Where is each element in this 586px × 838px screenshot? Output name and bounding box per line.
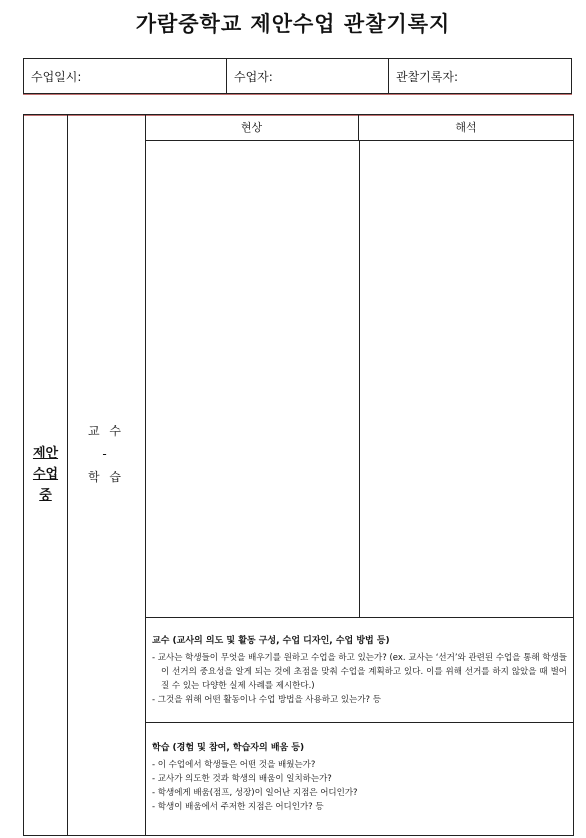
learning-item: - 학생에게 배움(점프, 성장)이 일어난 지점은 어디인가? — [152, 788, 358, 798]
teaching-item: - 교사는 학생들이 무엇을 배우기를 원하고 수업을 하고 있는가? (ex. 교사는 ‘선거’와 관련된 수업을 통해 학생들이 선거의 중요성을 알게 되는 것에 초점을 맞춰 수업을 계획하고 있다. 이를 위해 선거를 하지 않았을 때 벌어질 수 있는 다양한 실제 사례를 제시한다.) — [152, 653, 567, 691]
teaching-item: - 그것을 위해 어떤 활동이나 수업 방법을 사용하고 있는가? 등 — [152, 695, 381, 705]
divider — [23, 94, 572, 95]
row-label-line: 수업 — [32, 467, 59, 482]
section-label-line: 교 수 — [88, 424, 124, 438]
header-phenomenon: 현상 — [145, 115, 359, 141]
learning-guide — [145, 722, 573, 835]
header-interpretation: 해석 — [359, 115, 573, 141]
section-label-line: 학 습 — [88, 470, 124, 484]
teaching-guide — [145, 617, 573, 722]
observation-table — [23, 114, 574, 836]
teacher-field[interactable]: 수업자: — [227, 59, 389, 93]
row-label-line: 제안 — [32, 446, 59, 461]
column-divider — [359, 141, 360, 617]
date-field[interactable]: 수업일시: — [24, 59, 227, 93]
learning-item: - 학생이 배움에서 주저한 지점은 어디인가? 등 — [152, 802, 324, 812]
section-label-column — [67, 115, 146, 835]
row-label-line: 중 — [39, 488, 52, 503]
learning-item: - 이 수업에서 학생들은 어떤 것을 배웠는가? — [152, 760, 316, 770]
info-row — [23, 58, 572, 94]
learning-heading: 학습 (경험 및 참여, 학습자의 배움 등) — [152, 743, 305, 753]
learning-item: - 교사가 의도한 것과 학생의 배움이 일치하는가? — [152, 774, 332, 784]
section-label-line: - — [102, 447, 110, 461]
row-label — [24, 443, 67, 506]
page-title: 가람중학교 제안수업 관찰기록지 — [135, 12, 451, 36]
row-label-column — [24, 115, 68, 835]
section-label — [67, 420, 145, 489]
teaching-heading: 교수 (교사의 의도 및 활동 구성, 수업 디자인, 수업 방법 등) — [152, 636, 390, 646]
observer-field[interactable]: 관찰기록자: — [396, 70, 459, 84]
